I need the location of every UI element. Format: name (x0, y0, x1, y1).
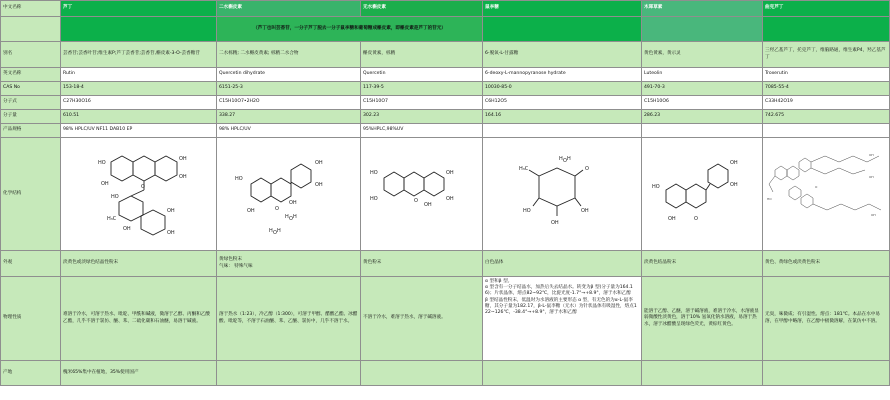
formula-troxerutin: C33H42O19 (763, 96, 890, 110)
appearance-row (1, 251, 890, 277)
appearance-luteolin: 淡黄色结晶粉末 (642, 251, 763, 277)
svg-text:H₃C: H₃C (519, 166, 529, 172)
cas-rhamnose: 10030-85-0 (483, 82, 642, 96)
spec-rutin: 98% HPLC/UV NF11 DAB10 EP (61, 124, 217, 138)
label-cell-alias: 别名 (1, 42, 61, 68)
alias-rhamnose: 6-脱氧-L-甘露糖 (483, 42, 642, 68)
svg-text:HO: HO (369, 170, 378, 176)
props-luteolin: 能溶于乙醇、乙醚，溶于碱溶液，难溶于冷水，水溶液显弱微酸性淡黄色，溶于10% 氢氧化钠水溶液，易溶于热水，溶于冰醋酸呈现绿色荧光，黄棕红黄色。 (642, 277, 763, 361)
rhamnose-structure-image (487, 140, 637, 248)
cas-luteolin: 491-70-3 (642, 82, 763, 96)
en-rutin: Rutin (61, 68, 217, 82)
alias-luteolin: 黄色黄素，黄示灵 (642, 42, 763, 68)
note-luteolin-blank (642, 17, 763, 42)
header-troxerutin: 曲克芦丁 (763, 1, 890, 17)
props-quercetin-dihydrate: 溶于热水（1:23），冷乙醇（1:300），可溶于甲醇、醋酸乙酯、冰醋酸、吡啶等，不溶于石油醚、苯、乙醚、氯仿中，几乎不溶于水。 (217, 277, 361, 361)
label-cell-chinese-name: 中文名称 (1, 1, 61, 17)
structure-troxerutin-cell (763, 138, 890, 251)
svg-text:OH: OH (122, 226, 131, 232)
svg-text:H₃C: H₃C (106, 216, 116, 222)
mw-troxerutin: 742.675 (763, 110, 890, 124)
mw-rhamnose: 164.16 (483, 110, 642, 124)
cas-quercetin-anhydrous: 117-39-5 (361, 82, 483, 96)
svg-text:O: O (585, 166, 589, 172)
note-row (1, 17, 890, 42)
svg-text:OH: OH (178, 174, 187, 180)
origin-luteolin (642, 361, 763, 386)
spec-quercetin-dihydrate: 98% HPLC/UV (217, 124, 361, 138)
origin-rutin: 槐米65%集中在植地，35%使用国产 (61, 361, 217, 386)
svg-text:O: O (288, 216, 293, 222)
quercetin-dihydrate-structure-image (229, 140, 349, 248)
svg-text:H: H (268, 228, 273, 234)
en-quercetin-anhydrous: Quercetin (361, 68, 483, 82)
svg-text:OH: OH (288, 200, 297, 206)
svg-text:OH: OH (871, 213, 876, 217)
formula-rutin: C27H30O16 (61, 96, 217, 110)
structure-rutin-cell (61, 138, 217, 251)
quercetin-structure-image (364, 140, 480, 248)
appearance-quercetin-dihydrate-color: 黄绿色粉末 (219, 257, 242, 263)
formula-quercetin-dihydrate: C15H10O7•2H2O (217, 96, 361, 110)
svg-text:O: O (140, 184, 145, 190)
cas-rutin: 153-18-4 (61, 82, 217, 96)
en-quercetin-dihydrate: Quercetin dihydrate (217, 68, 361, 82)
svg-text:O: O (694, 216, 698, 222)
header-rutin: 芦丁 (61, 1, 217, 17)
svg-text:OH: OH (445, 196, 454, 202)
svg-text:HO: HO (767, 197, 772, 201)
note-rhamnose-blank (483, 17, 642, 42)
properties-row (1, 277, 890, 361)
svg-text:OH: OH (246, 208, 255, 214)
header-quercetin-anhydrous: 无水槲皮素 (361, 1, 483, 17)
structure-quercetin-anhydrous-cell (361, 138, 483, 251)
en-rhamnose: 6-deoxy-L-mannopyranose hydrate (483, 68, 642, 82)
label-cell-blank (1, 17, 61, 42)
svg-text:HO: HO (234, 176, 243, 182)
svg-text:HO: HO (97, 160, 106, 166)
label-cell-origin: 产地 (1, 361, 61, 386)
alias-rutin: 芸香苷;芸香叶苷;维生素P;芦丁芸香苷;芸香苷,槲皮素-3-O-芸香糖苷 (61, 42, 217, 68)
label-cell-english-name: 英文名称 (1, 68, 61, 82)
origin-quercetin-dihydrate (217, 361, 361, 386)
spec-row (1, 124, 890, 138)
svg-text:OH: OH (668, 216, 676, 222)
header-row (1, 1, 890, 17)
label-cell-mw: 分子量 (1, 110, 61, 124)
note-rutin-blank (61, 17, 217, 42)
origin-rhamnose (483, 361, 642, 386)
alias-troxerutin: 三羟乙基芦丁，托克芦丁，维脑路通，维生素P4，羟乙基芦丁 (763, 42, 890, 68)
luteolin-structure-image (644, 140, 760, 248)
svg-text:OH: OH (166, 230, 175, 236)
svg-text:H: H (292, 214, 297, 220)
en-luteolin: Luteolin (642, 68, 763, 82)
appearance-rhamnose: 白色晶体 (483, 251, 642, 277)
appearance-quercetin-dihydrate (217, 251, 361, 277)
formula-row (1, 96, 890, 110)
props-rhamnose-alpha: α 型含有一分子结晶水，加热后失去结晶水。转变为β 型(分子量为164.16)；片状晶体，熔点82~92℃，比旋光度-1.7°→+8.9°，溶于水和乙醇 (485, 285, 633, 297)
header-note: （芦丁也叫芸香苷，一分子芦丁脱去一分子鼠李糖和葡萄糖成槲皮素，即槲皮素是芦丁的苷元） (217, 17, 483, 42)
mw-quercetin-dihydrate: 338.27 (217, 110, 361, 124)
spec-rhamnose (483, 124, 642, 138)
svg-text:OH: OH (581, 208, 589, 214)
svg-text:H: H (559, 156, 563, 162)
svg-text:HO: HO (523, 208, 531, 214)
formula-luteolin: C15H10O6 (642, 96, 763, 110)
svg-text:OH: OH (314, 160, 323, 166)
alias-quercetin-anhydrous: 槲皮黄素，栎精 (361, 42, 483, 68)
appearance-quercetin-dihydrate-odor: 气味： 特殊气味 (219, 263, 253, 269)
svg-text:O: O (815, 185, 818, 189)
formula-quercetin-anhydrous: C15H10O7 (361, 96, 483, 110)
spec-luteolin (642, 124, 763, 138)
svg-text:H: H (284, 214, 289, 220)
label-cell-properties: 物理性质 (1, 277, 61, 361)
en-troxerutin: Troxerutin (763, 68, 890, 82)
svg-text:HO: HO (652, 184, 660, 190)
appearance-troxerutin: 黄色、黄绿色或淡黄色粉末 (763, 251, 890, 277)
origin-quercetin-anhydrous (361, 361, 483, 386)
appearance-rutin: 淡黄色或淡绿色结晶性粉末 (61, 251, 217, 277)
svg-text:O: O (413, 198, 418, 204)
structure-rhamnose-cell (483, 138, 642, 251)
svg-text:O: O (274, 206, 279, 212)
svg-text:HO: HO (369, 196, 378, 202)
svg-text:O: O (272, 230, 277, 236)
cas-quercetin-dihydrate: 6151-25-3 (217, 82, 361, 96)
svg-text:OH: OH (423, 202, 432, 208)
label-cell-appearance: 外观 (1, 251, 61, 277)
svg-text:OH: OH (100, 181, 109, 187)
alias-row (1, 42, 890, 68)
svg-text:O: O (563, 158, 567, 164)
props-rhamnose-beta: β 型结晶性粉末，低温时为水溶液的主要形态 α 型，有无色的为α-L-鼠李糖，其分子量为182.17，β-L-鼠李糖（无水）为针状晶体有吸湿性，熔点122~126℃，-38.4°→+8.9°，溶于水和乙醇 (485, 297, 637, 315)
appearance-quercetin-anhydrous: 黄色粉末 (361, 251, 483, 277)
svg-text:H: H (276, 228, 281, 234)
props-quercetin-anhydrous: 不溶于冷水，难溶于热水，溶于碱溶液。 (361, 277, 483, 361)
rutin-structure-image (79, 140, 199, 248)
props-troxerutin: 无臭，味微咸；有引湿性。熔点：181℃。本品在水中易溶，在甲醇中略溶，在乙醇中极微溶解，在氯仿中不溶。 (763, 277, 890, 361)
label-cell-formula: 分子式 (1, 96, 61, 110)
origin-troxerutin (763, 361, 890, 386)
svg-text:HO: HO (110, 194, 119, 200)
mw-luteolin: 286.23 (642, 110, 763, 124)
label-cell-cas: CAS No (1, 82, 61, 96)
props-rutin: 难溶于冷水，可溶于热水、吡啶、甲酰和碱液，微溶于乙醇、丙酮和乙酸乙酯，几乎不溶于氯仿、醚、苯、二硫化碳和石油醚，易溶于碱液。 (61, 277, 217, 361)
label-cell-spec: 产品规格 (1, 124, 61, 138)
cas-row (1, 82, 890, 96)
cas-troxerutin: 7085-55-4 (763, 82, 890, 96)
svg-text:OH: OH (869, 175, 874, 179)
header-rhamnose: 鼠李糖 (483, 1, 642, 17)
svg-text:OH: OH (730, 160, 738, 166)
svg-text:OH: OH (445, 170, 454, 176)
mw-quercetin-anhydrous: 302.23 (361, 110, 483, 124)
svg-text:H: H (567, 156, 571, 162)
mw-row (1, 110, 890, 124)
props-rhamnose-forms: α 型和β 型。 (485, 279, 513, 284)
formula-rhamnose: C6H12O5 (483, 96, 642, 110)
spec-troxerutin (763, 124, 890, 138)
svg-text:OH: OH (869, 153, 874, 157)
structure-luteolin-cell (642, 138, 763, 251)
header-quercetin-dihydrate: 二水槲皮素 (217, 1, 361, 17)
structure-quercetin-dihydrate-cell (217, 138, 361, 251)
spec-quercetin-anhydrous: 95%HPLC,98%UV (361, 124, 483, 138)
structure-row (1, 138, 890, 251)
svg-text:OH: OH (551, 220, 559, 226)
svg-text:OH: OH (730, 182, 738, 188)
svg-text:OH: OH (314, 182, 323, 188)
english-name-row (1, 68, 890, 82)
mw-rutin: 610.51 (61, 110, 217, 124)
origin-row (1, 361, 890, 386)
note-troxerutin-blank (763, 17, 890, 42)
alias-quercetin-dihydrate: 二水栎精; 二水槲皮黄素; 栎精二水合物 (217, 42, 361, 68)
troxerutin-structure-image (765, 140, 887, 248)
svg-text:OH: OH (166, 208, 175, 214)
label-cell-structure: 化学结构 (1, 138, 61, 251)
props-rhamnose (483, 277, 642, 361)
svg-text:OH: OH (178, 156, 187, 162)
header-luteolin: 木犀草素 (642, 1, 763, 17)
